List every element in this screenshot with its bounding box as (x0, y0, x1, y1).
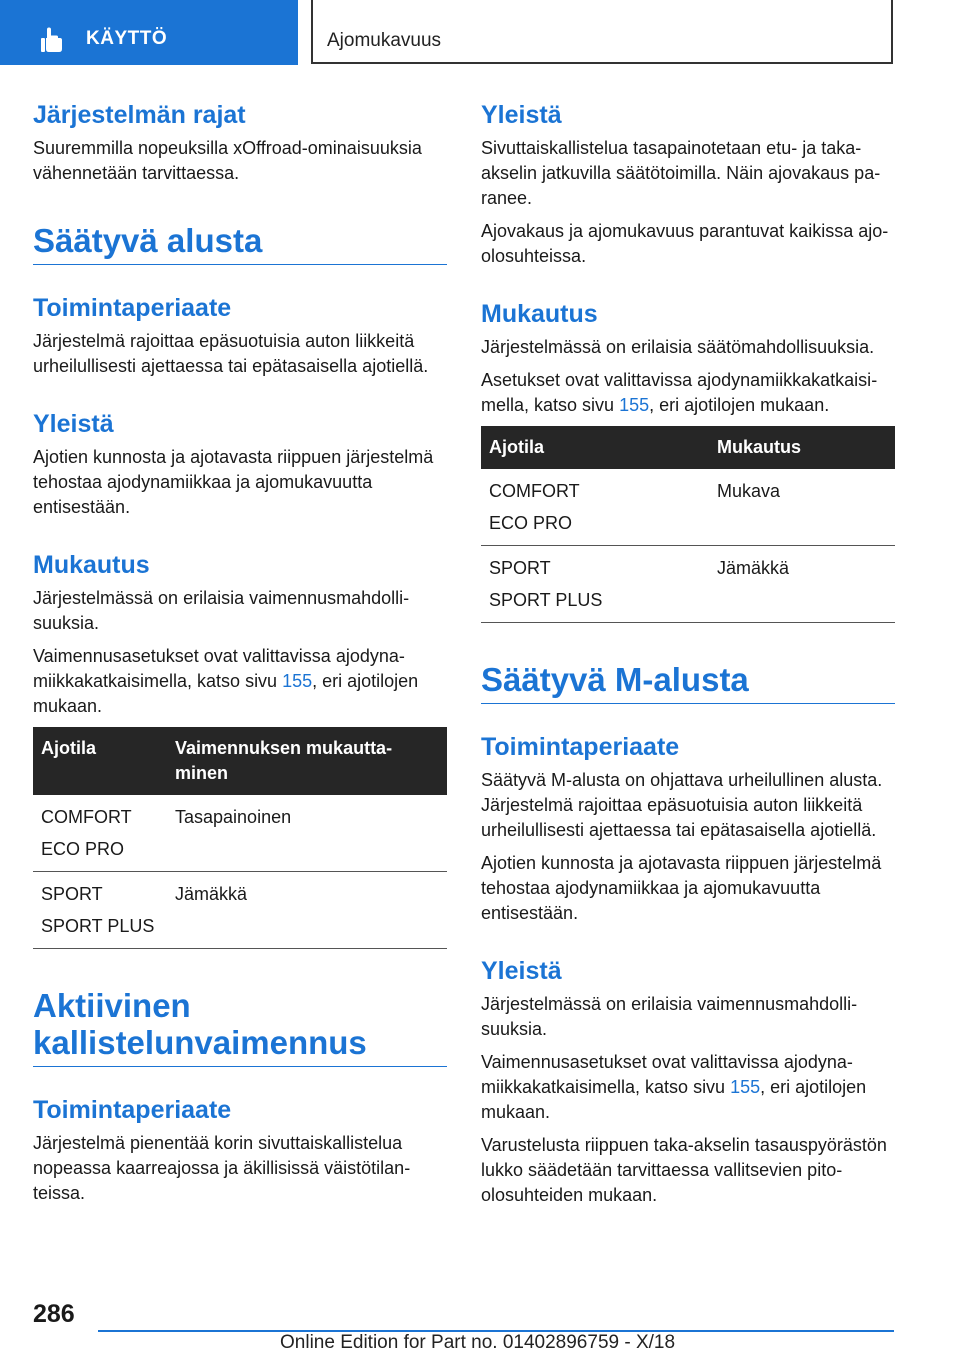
general-text: Ajotien kunnosta ja ajotavasta riippuen järjestelmä tehostaa ajodynamiikkaa ja ajomukavuutta entisestään. (33, 447, 434, 517)
adaption-ref-pre: Vaimennusasetukset ovat valittavissa ajodynamiikkakatkaisimella, katso sivu (33, 646, 405, 691)
m-principle-text: Ajotien kunnosta ja ajotavasta riippuen järjestelmä tehostaa ajodynamiikkaa ja ajomukavuutta entisestään. (481, 853, 882, 923)
m-general-heading: Yleistä (481, 957, 562, 985)
page-link[interactable]: 155 (730, 1077, 761, 1097)
m-general-ref-post: , eri ajotilojen mukaan. (481, 1077, 867, 1122)
principle-heading: Toimintaperiaate (33, 294, 232, 322)
adaption-heading: Mukautus (33, 551, 150, 579)
section-tab[interactable] (0, 0, 298, 65)
table-header: Ajotila (481, 426, 709, 469)
adaption-ref-post: , eri ajotilojen mukaan. (33, 671, 419, 716)
m-suspension-heading: Säätyvä M-alusta (481, 661, 895, 704)
table-header: Mukautus (709, 426, 895, 469)
mode-cell: COMFORT (489, 481, 580, 501)
section-tab-label: KÄYTTÖ (86, 28, 168, 49)
mode-cell: SPORT PLUS (489, 590, 603, 610)
left-column (33, 100, 447, 1214)
right-column (481, 100, 895, 1216)
mode-cell: COMFORT (41, 807, 132, 827)
chapter-header (311, 0, 893, 64)
m-general-ref-pre: Vaimennusasetukset ovat valittavissa ajodynamiikkakatkaisimella, katso sivu (481, 1052, 853, 1097)
adaption-text-ref (33, 644, 447, 719)
m-general-text: Järjestelmässä on erilaisia vaimennusmahdollisuuksia. (481, 994, 858, 1039)
adaption-table (481, 426, 895, 623)
roll-principle-heading: Toimintaperiaate (33, 1096, 232, 1124)
chapter-title: Ajomukavuus (327, 30, 442, 51)
value-cell: Jämäkkä (167, 872, 447, 949)
page-link[interactable]: 155 (619, 395, 650, 415)
table-header: Ajotila (33, 727, 167, 795)
value-cell: Jämäkkä (709, 546, 895, 623)
damping-table (33, 727, 447, 949)
m-principle-heading: Toimintaperiaate (481, 733, 680, 761)
table-row (33, 795, 447, 872)
adaptive-suspension-heading: Säätyvä alusta (33, 222, 447, 265)
limits-heading: Järjestelmän rajat (33, 101, 246, 129)
table-row (33, 872, 447, 949)
value-cell: Mukava (709, 469, 895, 546)
adaption-text: Järjestelmässä on erilaisia säätömahdollisuuksia. (481, 337, 875, 357)
page-link[interactable]: 155 (282, 671, 313, 691)
general-heading: Yleistä (481, 101, 562, 129)
m-general-text: Varustelusta riippuen taka-akselin tasauspyörästön lukko säädetään tarvittaessa vallitsevien pitoolosuhteiden mukaan. (481, 1135, 887, 1205)
general-heading: Yleistä (33, 410, 114, 438)
footer-edition: Online Edition for Part no. 01402896759 - X/18 (280, 1332, 676, 1353)
adaption-ref-pre: Asetukset ovat valittavissa ajodynamiikkakatkaisimella, katso sivu (481, 370, 878, 415)
page-number: 286 (33, 1300, 75, 1328)
roll-principle-text: Järjestelmä pienentää korin sivuttaiskallistelua nopeassa kaarreajossa ja äkillisissä väistötilanteissa. (33, 1133, 411, 1203)
table-row (481, 469, 895, 546)
general-text: Sivuttaiskallistelua tasapainotetaan etu- ja takaakselin jatkuvilla säätötoimilla. Näin ajovakaus paranee. (481, 138, 881, 208)
m-general-text-ref (481, 1050, 895, 1125)
mode-cell: ECO PRO (41, 839, 125, 859)
mode-cell: ECO PRO (489, 513, 573, 533)
adaption-heading: Mukautus (481, 300, 598, 328)
adaption-ref-post: , eri ajotilojen mukaan. (649, 395, 830, 415)
general-text: Ajovakaus ja ajomukavuus parantuvat kaikissa ajo-olosuhteissa. (481, 221, 889, 266)
roll-stabilization-heading: Aktiivinen kallistelunvaimennus (33, 987, 447, 1067)
hand-pointer-icon (40, 27, 66, 53)
table-row (481, 546, 895, 623)
adaption-text: Järjestelmässä on erilaisia vaimennusmahdollisuuksia. (33, 588, 410, 633)
table-header: Vaimennuksen mukauttaminen (167, 727, 447, 795)
adaption-text-ref (481, 368, 895, 418)
mode-cell: SPORT (41, 884, 103, 904)
m-principle-text: Säätyvä M-alusta on ohjattava urheilullinen alusta. Järjestelmä rajoittaa epäsuotuisia auton liikkeitä urheilullisesti ajettaessa tai epätasaisella ajotiellä. (481, 770, 883, 840)
limits-text: Suuremmilla nopeuksilla xOffroad-ominaisuuksia vähennetään tarvittaessa. (33, 138, 422, 183)
principle-text: Järjestelmä rajoittaa epäsuotuisia auton liikkeitä urheilullisesti ajettaessa tai epätasaisella ajotiellä. (33, 331, 429, 376)
mode-cell: SPORT (489, 558, 551, 578)
value-cell: Tasapainoinen (167, 795, 447, 872)
mode-cell: SPORT PLUS (41, 916, 155, 936)
